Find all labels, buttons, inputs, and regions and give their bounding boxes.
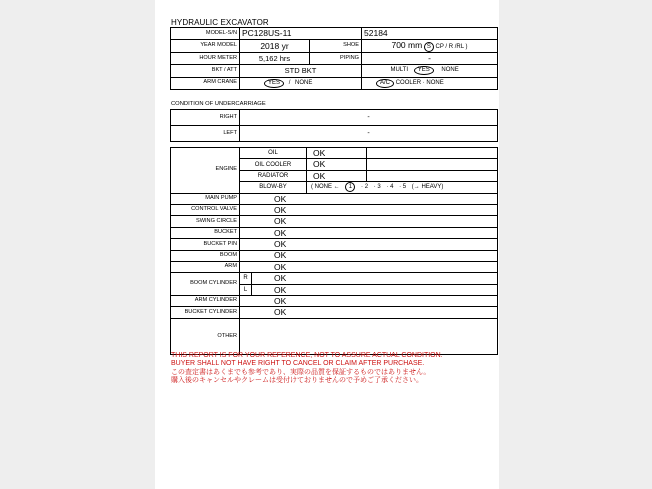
multi-none: NONE	[441, 67, 459, 74]
bkt-label: BKT / ATT	[171, 65, 240, 77]
year-label: YEAR MODEL	[171, 40, 240, 52]
component-value: OK	[240, 239, 498, 250]
radiator-note	[367, 170, 498, 181]
oil-value: OK	[307, 148, 367, 159]
component-label: BUCKET PIN	[171, 239, 240, 250]
ac-options-rest: COOLER · NONE	[395, 79, 444, 86]
component-value: OK	[240, 227, 498, 238]
component-label: BOOM	[171, 250, 240, 261]
model-row	[171, 28, 498, 40]
left-label: LEFT	[171, 126, 240, 142]
document-title: HYDRAULIC EXCAVATOR	[171, 18, 269, 27]
bucket-cylinder-value: OK	[240, 307, 498, 318]
bkt-value: STD BKT	[240, 65, 362, 77]
component-row	[171, 227, 498, 238]
blowby-5: · 5	[399, 184, 407, 191]
piping-label: PIPING	[310, 52, 362, 64]
component-label: BUCKET	[171, 227, 240, 238]
arm-cylinder-value: OK	[240, 296, 498, 307]
boom-cylinder-l-value: OK	[252, 284, 498, 295]
piping-value: -	[362, 52, 498, 64]
notice-line: この査定書はあくまでも参考であり、実際の品質を保証するものではありません。	[171, 368, 431, 376]
armcrane-sep: /	[288, 79, 291, 86]
blowby-3: · 3	[373, 184, 381, 191]
component-row	[171, 239, 498, 250]
component-row	[171, 261, 498, 272]
oilcooler-note	[367, 159, 498, 170]
left-value: -	[240, 126, 498, 142]
report-page	[155, 0, 499, 489]
armcrane-yes-selected: YES	[264, 79, 284, 88]
oilcooler-label: OIL COOLER	[240, 159, 307, 170]
component-label: SWING CIRCLE	[171, 216, 240, 227]
component-label: CONTROL VALVE	[171, 204, 240, 215]
hour-value: 5,162 hrs	[240, 52, 310, 64]
component-row	[171, 204, 498, 215]
ac-cell	[362, 77, 498, 89]
right-value: -	[240, 110, 498, 126]
multi-label: MULTI	[390, 67, 409, 74]
other-label: OTHER	[171, 318, 240, 354]
engine-label: ENGINE	[171, 148, 240, 194]
blowby-scale	[307, 182, 498, 193]
armcrane-label: ARM CRANE	[171, 77, 240, 89]
hour-row	[171, 52, 498, 64]
notice-line: BUYER SHALL NOT HAVE RIGHT TO CANCEL OR CLAIM AFTER PURCHASE.	[171, 360, 425, 368]
oil-label: OIL	[240, 148, 307, 159]
disclaimer-notice	[171, 352, 491, 386]
component-row	[171, 193, 498, 204]
radiator-label: RADIATOR	[240, 170, 307, 181]
hour-label: HOUR METER	[171, 52, 240, 64]
component-label: MAIN PUMP	[171, 193, 240, 204]
component-label: ARM	[171, 261, 240, 272]
other-value	[240, 318, 498, 354]
shoe-cell	[362, 40, 498, 52]
undercarriage-table	[170, 109, 498, 142]
blowby-close: (→ HEAVY)	[411, 184, 444, 191]
arm-cylinder-row	[171, 296, 498, 307]
radiator-value: OK	[307, 170, 367, 181]
blowby-label: BLOW-BY	[240, 182, 307, 193]
undercarriage-heading: CONDITION OF UNDERCARRIAGE	[171, 101, 266, 107]
undercarriage-right-row	[171, 110, 498, 126]
notice-line: 購入後のキャンセルやクレームは受付けておりませんので予めご了承ください。	[171, 377, 423, 385]
year-value: 2018 yr	[240, 40, 310, 52]
oil-note	[367, 148, 498, 159]
multi-cell	[362, 65, 498, 77]
engine-oil-row	[171, 148, 498, 159]
bucket-cylinder-label: BUCKET CYLINDER	[171, 307, 240, 318]
model-label: MODEL-S/N	[171, 28, 240, 40]
other-row	[171, 318, 498, 354]
serial-value: 52184	[362, 28, 498, 40]
boom-cylinder-label: BOOM CYLINDER	[171, 273, 240, 296]
oilcooler-value: OK	[307, 159, 367, 170]
blowby-open: ( NONE ←	[311, 184, 340, 191]
boom-cylinder-l-label: L	[240, 284, 252, 295]
component-value: OK	[240, 261, 498, 272]
condition-table	[170, 147, 498, 355]
arm-cylinder-label: ARM CYLINDER	[171, 296, 240, 307]
blowby-2: · 2	[361, 184, 369, 191]
shoe-value: 700 mm	[391, 39, 423, 50]
component-value: OK	[240, 193, 498, 204]
armcrane-cell	[240, 77, 362, 89]
boom-cylinder-r-value: OK	[252, 273, 498, 284]
boom-cylinder-r-label: R	[240, 273, 252, 284]
shoe-label: SHOE	[310, 40, 362, 52]
shoe-options-rest: CP / R /RL )	[435, 43, 468, 50]
component-row	[171, 250, 498, 261]
armcrane-none: NONE	[295, 79, 313, 86]
notice-line: THIS REPORT IS FOR YOUR REFERENCE, NOT TO ASSURE ACTUAL CONDITION.	[171, 352, 443, 359]
shoe-option-s-selected: S	[424, 42, 434, 52]
bkt-row	[171, 65, 498, 77]
component-value: OK	[240, 250, 498, 261]
spec-table	[170, 27, 498, 90]
component-row	[171, 216, 498, 227]
year-row	[171, 40, 498, 52]
multi-yes-selected: YES	[414, 66, 434, 75]
component-value: OK	[240, 204, 498, 215]
blowby-selected: 1	[345, 182, 355, 192]
ac-selected: A/C	[376, 79, 394, 88]
undercarriage-left-row	[171, 126, 498, 142]
blowby-4: · 4	[386, 184, 394, 191]
armcrane-row	[171, 77, 498, 89]
model-value: PC128US-11	[240, 28, 362, 40]
component-value: OK	[240, 216, 498, 227]
bucket-cylinder-row	[171, 307, 498, 318]
right-label: RIGHT	[171, 110, 240, 126]
boom-cylinder-r-row	[171, 273, 498, 284]
